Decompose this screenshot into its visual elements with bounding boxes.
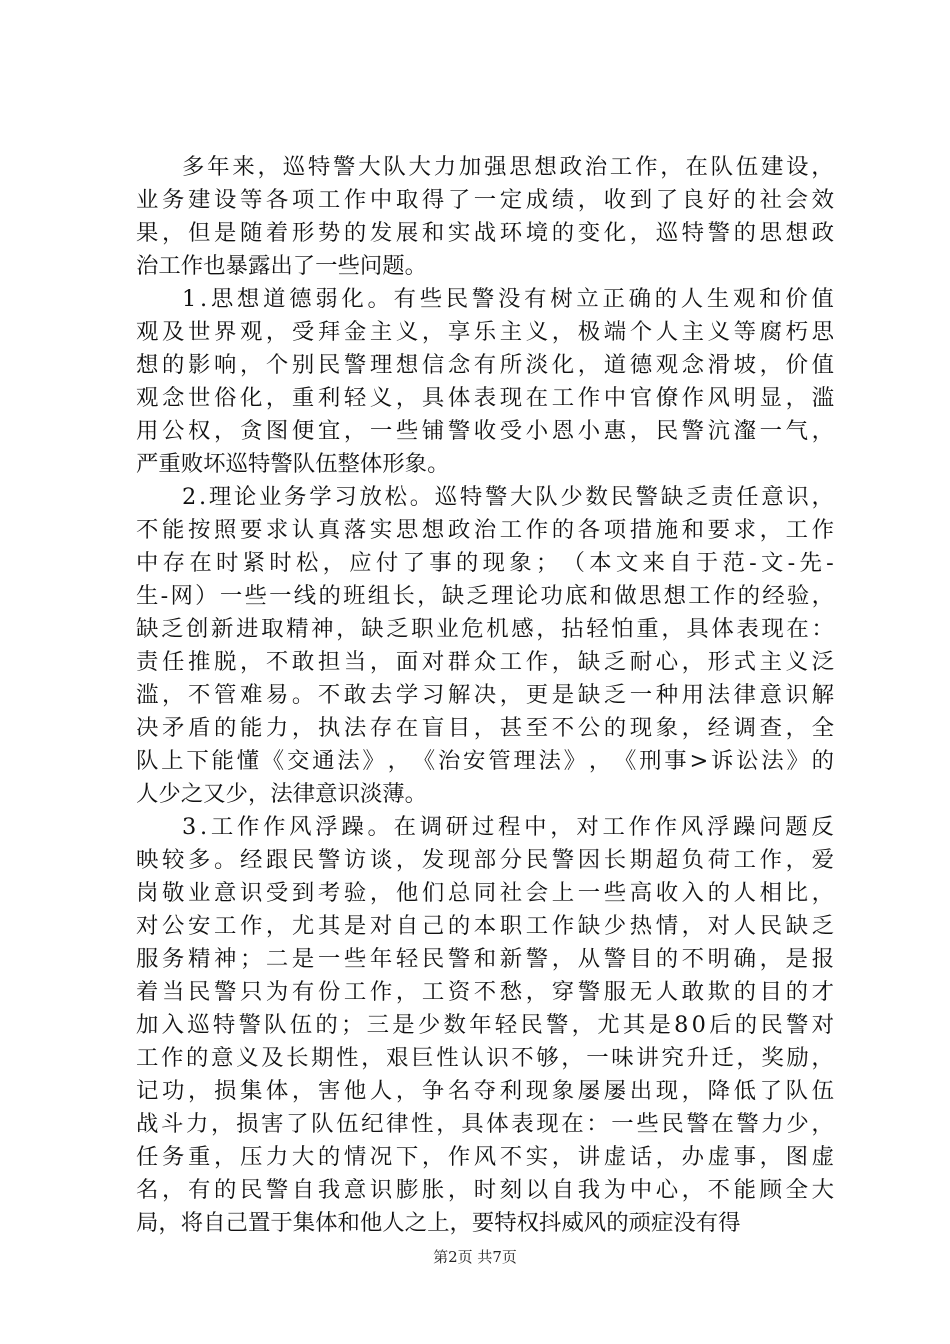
- document-body: [136, 151, 834, 1240]
- text-line: 果 ， 但 是 随 着 形 势 的 发 展 和 实 战 环 境 的 变 化 ， 巡 特 警 的 思 想 政: [136, 220, 834, 246]
- text-line: 2 . 理 论 业 务 学 习 放 松 。 巡 特 警 大 队 少 数 民 警 缺 乏 责 任 意 识 ，: [182, 484, 834, 510]
- text-line: 3 . 工 作 作 风 浮 躁 。 在 调 研 过 程 中 ， 对 工 作 作 风 浮 躁 问 题 反: [182, 814, 834, 840]
- text-line: 缺 乏 创 新 进 取 精 神 ， 缺 乏 职 业 危 机 感 ， 拈 轻 怕 重 ， 具 体 表 现 在 ：: [136, 616, 834, 642]
- text-line: 治工作也暴露出了一些问题。: [136, 253, 428, 279]
- text-line: 岗 敬 业 意 识 受 到 考 验 ， 他 们 总 同 社 会 上 一 些 高 收 入 的 人 相 比 ，: [136, 880, 834, 906]
- text-line: 用 公 权 ， 贪 图 便 宜 ， 一 些 铺 警 收 受 小 恩 小 惠 ， 民 警 沆 瀣 一 气 ，: [136, 418, 834, 444]
- paragraph: [136, 151, 834, 283]
- text-line: 对 公 安 工 作 ， 尤 其 是 对 自 己 的 本 职 工 作 缺 少 热 情 ， 对 人 民 缺 乏: [136, 913, 834, 939]
- text-line: 工 作 的 意 义 及 长 期 性 ， 艰 巨 性 认 识 不 够 ， 一 味 讲 究 升 迁 ， 奖 励 ，: [136, 1045, 834, 1071]
- text-line: 记 功 ， 损 集 体 ， 害 他 人 ， 争 名 夺 利 现 象 屡 屡 出 现 ， 降 低 了 队 伍: [136, 1078, 834, 1104]
- text-line: 不 能 按 照 要 求 认 真 落 实 思 想 政 治 工 作 的 各 项 措 施 和 要 求 ， 工 作: [136, 517, 834, 543]
- paragraph: [136, 481, 834, 811]
- text-line: 生 - 网 ） 一 些 一 线 的 班 组 长 ， 缺 乏 理 论 功 底 和 做 思 想 工 作 的 经 验 ，: [136, 583, 834, 609]
- text-line: 着 当 民 警 只 为 有 份 工 作 ， 工 资 不 愁 ， 穿 警 服 无 人 敢 欺 的 目 的 才: [136, 979, 834, 1005]
- text-line: 决 矛 盾 的 能 力 ， 执 法 存 在 盲 目 ， 甚 至 不 公 的 现 象 ， 经 调 查 ， 全: [136, 715, 834, 741]
- text-line: 业 务 建 设 等 各 项 工 作 中 取 得 了 一 定 成 绩 ， 收 到 了 良 好 的 社 会 效: [136, 187, 834, 213]
- text-line: 任 务 重 ， 压 力 大 的 情 况 下 ， 作 风 不 实 ， 讲 虚 话 ， 办 虚 事 ， 图 虚: [136, 1144, 834, 1170]
- text-line: 滥 ， 不 管 难 易 。 不 敢 去 学 习 解 决 ， 更 是 缺 乏 一 种 用 法 律 意 识 解: [136, 682, 834, 708]
- text-line: 人少之又少，法律意识淡薄。: [136, 781, 428, 807]
- text-line: 观 念 世 俗 化 ， 重 利 轻 义 ， 具 体 表 现 在 工 作 中 官 僚 作 风 明 显 ， 滥: [136, 385, 834, 411]
- text-line: 多 年 来 ， 巡 特 警 大 队 大 力 加 强 思 想 政 治 工 作 ， 在 队 伍 建 设 ，: [182, 154, 834, 180]
- text-line: 映 较 多 。 经 跟 民 警 访 谈 ， 发 现 部 分 民 警 因 长 期 超 负 荷 工 作 ， 爱: [136, 847, 834, 873]
- text-line: 服 务 精 神 ； 二 是 一 些 年 轻 民 警 和 新 警 ， 从 警 目 的 不 明 确 ， 是 报: [136, 946, 834, 972]
- text-line: 加 入 巡 特 警 队 伍 的 ； 三 是 少 数 年 轻 民 警 ， 尤 其 是 8 0 后 的 民 警 对: [136, 1012, 834, 1038]
- paragraph: [136, 811, 834, 1240]
- text-line: 战 斗 力 ， 损 害 了 队 伍 纪 律 性 ， 具 体 表 现 在 ： 一 些 民 警 在 警 力 少 ，: [136, 1111, 834, 1137]
- text-line: 中 存 在 时 紧 时 松 ， 应 付 了 事 的 现 象 ； （ 本 文 来 自 于 范 - 文 - 先 -: [136, 550, 834, 576]
- text-line: 观 及 世 界 观 ， 受 拜 金 主 义 ， 享 乐 主 义 ， 极 端 个 人 主 义 等 腐 朽 思: [136, 319, 834, 345]
- text-line: 责 任 推 脱 ， 不 敢 担 当 ， 面 对 群 众 工 作 ， 缺 乏 耐 心 ， 形 式 主 义 泛: [136, 649, 834, 675]
- paragraph: [136, 283, 834, 481]
- text-line: 名 ， 有 的 民 警 自 我 意 识 膨 胀 ， 时 刻 以 自 我 为 中 心 ， 不 能 顾 全 大: [136, 1177, 834, 1203]
- text-line: 1 . 思 想 道 德 弱 化 。 有 些 民 警 没 有 树 立 正 确 的 人 生 观 和 价 值: [182, 286, 834, 312]
- text-line: 想 的 影 响 ， 个 别 民 警 理 想 信 念 有 所 淡 化 ， 道 德 观 念 滑 坡 ， 价 值: [136, 352, 834, 378]
- text-line: 队 上 下 能 懂 《 交 通 法 》 ， 《 治 安 管 理 法 》 ， 《 刑 事 > 诉 讼 法 》 的: [136, 748, 834, 774]
- text-line: 严重败坏巡特警队伍整体形象。: [136, 451, 450, 477]
- page-footer: 第2页 共7页: [433, 1248, 517, 1266]
- text-line: 局，将自己置于集体和他人之上，要特权抖威风的顽症没有得: [136, 1210, 741, 1236]
